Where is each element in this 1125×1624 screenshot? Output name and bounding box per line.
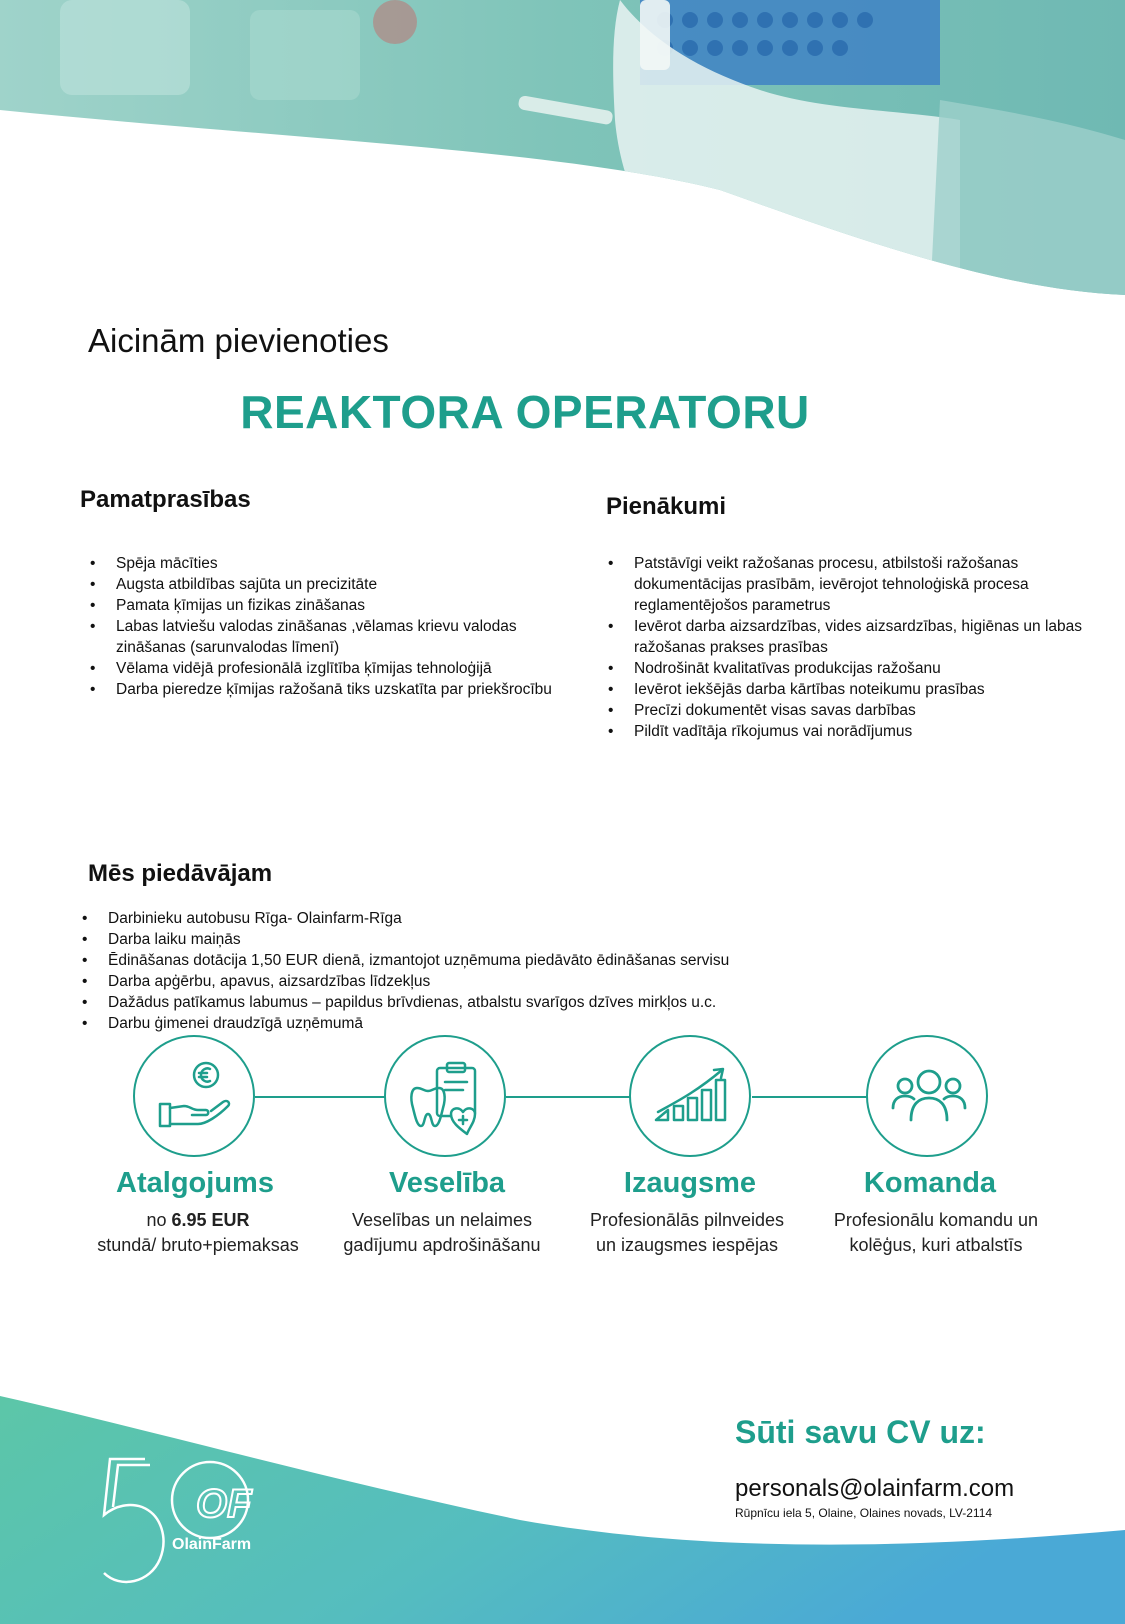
list-item: • Darba pieredze ķīmijas ražošanā tiks uzskatīta par priekšrocību [88,679,558,700]
health-insurance-icon [407,1058,487,1138]
list-item: • Patstāvīgi veikt ražošanas procesu, atbilstoši ražošanas dokumentācijas prasībām, ievērojot tehnoloģiskā procesa reglamentējošos parametrus [606,553,1106,616]
duties-heading: Pienākumi [606,493,727,520]
salary-amount: 6.95 EUR [171,1210,250,1230]
contact-address: Rūpnīcu iela 5, Olaine, Olaines novads, LV-2114 [735,1506,993,1520]
benefit-health-circle [384,1035,506,1157]
duties-list [606,553,1106,742]
requirements-heading: Pamatprasības [80,486,251,513]
benefit-growth-circle [629,1035,751,1157]
desc-line: Veselības un nelaimes [351,1210,533,1230]
benefit-description [317,1208,567,1258]
list-item: • Pildīt vadītāja rīkojumus vai norādījumus [606,721,1106,742]
list-item: • Ievērot darba aizsardzības, vides aizsardzības, higiēnas un labas ražošanas prakses prasības [606,616,1106,658]
list-item: • Labas latviešu valodas zināšanas ,vēlamas krievu valodas zināšanas (sarunvalodas līmenī) [88,616,558,658]
list-item: • Darba apģērbu, apavus, aizsardzības līdzekļus [80,971,840,992]
benefit-description [562,1208,812,1258]
benefit-title: Komanda [863,1167,997,1199]
list-item: • Vēlama vidējā profesionālā izglītība ķīmijas tehnoloģijā [88,658,558,679]
benefit-title: Veselība [388,1167,506,1199]
benefit-salary-circle [133,1035,255,1157]
list-item: • Dažādus patīkamus labumus – papildus brīvdienas, atbalstu svarīgos dzīves mirkļos u.c. [80,992,840,1013]
benefit-title: Izaugsme [623,1167,757,1199]
list-item: • Nodrošināt kvalitatīvas produkcijas ražošanu [606,658,1106,679]
offer-heading: Mēs piedāvājam [88,860,273,887]
logo-brand: OlainFarm [172,1536,252,1553]
benefit-description [73,1208,323,1258]
list-item: • Darbu ģimenei draudzīgā uzņēmumā [80,1013,840,1034]
logo-monogram: OF [196,1482,252,1526]
list-item: • Spēja mācīties [88,553,558,574]
list-item: • Pamata ķīmijas un fizikas zināšanas [88,595,558,616]
salary-prefix: no [146,1210,172,1230]
team-people-icon [889,1058,969,1138]
requirements-list [88,553,558,700]
list-item: • Darba laiku maiņās [80,929,840,950]
list-item: • Augsta atbildības sajūta un precizitāte [88,574,558,595]
connector-line [752,1096,867,1098]
benefit-title: Atalgojums [116,1167,274,1199]
desc-line: Profesionālu komandu un [833,1210,1039,1230]
desc-line: Profesionālās pilnveides [589,1210,785,1230]
intro-text: Aicinām pievienoties [88,322,389,359]
hero-lab-image [0,0,1125,300]
desc-line: un izaugsmes iespējas [595,1235,779,1255]
salary-note: stundā/ bruto+piemaksas [97,1235,299,1255]
list-item: • Darbinieku autobusu Rīga- Olainfarm-Rīga [80,908,840,929]
offer-list [80,908,840,1034]
salary-hand-euro-icon [156,1058,236,1138]
contact-email[interactable]: personals@olainfarm.com [735,1475,1015,1502]
cv-heading: Sūti savu CV uz: [735,1414,986,1450]
benefit-team-circle [866,1035,988,1157]
list-item: • Precīzi dokumentēt visas savas darbības [606,700,1106,721]
list-item: • Ievērot iekšējās darba kārtības noteikumu prasības [606,679,1106,700]
connector-line [506,1096,630,1098]
connector-line [255,1096,385,1098]
job-title: REAKTORA OPERATORU [240,386,810,438]
desc-line: gadījumu apdrošināšanu [343,1235,541,1255]
desc-line: kolēģus, kuri atbalstīs [849,1235,1023,1255]
olainfarm-50-logo [90,1455,270,1605]
benefit-description [811,1208,1061,1258]
list-item: • Ēdināšanas dotācija 1,50 EUR dienā, izmantojot uzņēmuma piedāvāto ēdināšanas servisu [80,950,840,971]
growth-chart-icon [652,1058,732,1138]
